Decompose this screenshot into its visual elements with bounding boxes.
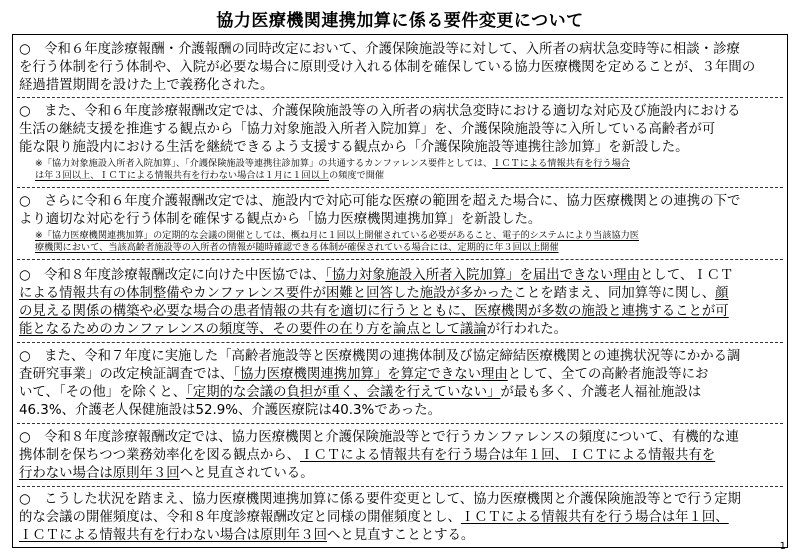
text-segment: 能な限り施設内における生活を継続できるよう支援する観点から「介護保険施設等連携往診加算」を新設した。 xyxy=(19,140,689,155)
paragraph-line xyxy=(19,491,781,509)
page-title: 協力医療機関連携加算に係る要件変更について xyxy=(216,11,584,31)
text-segment: として、ＩＣＴ xyxy=(639,268,734,283)
paragraph-line xyxy=(19,366,781,384)
divider xyxy=(17,187,783,188)
paragraph-4 xyxy=(19,267,781,339)
paragraph-5 xyxy=(19,348,781,420)
underlined-text: 療機関において、当該高齢者施設等の入所者の情報が随時確認できる体制が確保されている場合には、 xyxy=(35,242,458,253)
paragraph-line xyxy=(19,193,781,211)
note-3 xyxy=(35,230,781,254)
paragraph-line xyxy=(19,139,781,157)
paragraph-line xyxy=(19,267,781,285)
note-line xyxy=(35,242,781,254)
paragraph-line xyxy=(19,384,781,402)
paragraph-7 xyxy=(19,491,781,545)
paragraph-6 xyxy=(19,429,781,483)
divider xyxy=(17,97,783,98)
text-segment: へと見直されている。 xyxy=(179,466,314,481)
page-number: 1 xyxy=(779,541,786,552)
text-segment: ことを踏まえ、同加算等に関し、 xyxy=(513,286,716,301)
note-line xyxy=(35,170,781,182)
paragraph-line xyxy=(19,211,781,229)
paragraph-line xyxy=(19,509,781,527)
text-segment: ○ 令和８年度診療報酬改定に向けた中医協では、 xyxy=(19,268,326,283)
text-segment: が行われた。 xyxy=(486,322,568,337)
text-segment: へと見直すこととする。 xyxy=(326,528,475,543)
paragraph-line xyxy=(19,285,781,303)
text-segment: として、全ての高齢者施設等にお xyxy=(507,367,709,382)
paragraph-line xyxy=(19,103,781,121)
underlined-text: ※「協力医療機関連携加算」の定期的な会議の開催としては、概ね月に１回以上開催されている必要があること、 xyxy=(35,230,503,241)
content-frame xyxy=(12,34,788,548)
divider xyxy=(17,423,783,424)
paragraph-line xyxy=(19,348,781,366)
underlined-text: ＩＣＴによる情報共有を行う場合は年１回、ＩＣＴによる情報共有を xyxy=(300,448,716,463)
text-segment: ○ また、令和７年度に実施した「高齢者施設等と医療機関の連携体制及び協定締結医療機関との連携状況等にかかる調 xyxy=(19,349,741,364)
underlined-text: の見える関係の構築や必要な場合の患者情報の共有を適切に行うとともに、医療機関が多数の施設と連携することが可 xyxy=(19,304,729,319)
text-segment: を行う体制を行う体制や、入院が必要な場合に原則受け入れる体制を確保している協力医療機関を定めることが、３年間の xyxy=(19,60,756,75)
underlined-text: 電子的システムにより当該協力医 xyxy=(502,230,639,241)
text-segment: いて、「その他」を除くと、 xyxy=(19,385,187,400)
text-segment: ○ 令和６年度診療報酬・介護報酬の同時改定において、介護保険施設等に対して、入所者の病状急変時等に相談・診療 xyxy=(19,42,740,57)
underlined-text: ＩＣＴによる情報共有を行う場合は年１回、 xyxy=(460,510,729,525)
paragraph-line xyxy=(19,527,781,545)
paragraph-1 xyxy=(19,41,781,95)
divider xyxy=(17,259,783,260)
note-line xyxy=(35,158,781,170)
divider xyxy=(17,342,783,343)
text-segment: 的な会議の開催頻度は、令和８年度診療報酬改定と同様の開催頻度とし、 xyxy=(19,510,461,525)
underlined-text: 能となるためのカンファレンスの頻度等、その要件の在り方を論点として議論 xyxy=(19,322,487,337)
text-segment: 生活の継続支援を推進する観点から「協力対象施設入所者入院加算」を、介護保険施設等に入所している高齢者が可 xyxy=(19,122,716,137)
underlined-text: による情報共有の体制整備やカンファレンス要件が困難と回答した施設が多かった xyxy=(19,286,514,301)
paragraph-line xyxy=(19,77,781,95)
underlined-text: 定期的に年３回以上開催 xyxy=(457,242,559,253)
text-segment: 経過措置期間を設けた上で義務化された。 xyxy=(19,78,274,93)
divider xyxy=(17,486,783,487)
paragraph-3 xyxy=(19,193,781,229)
text-segment: ○ 令和８年度診療報酬改定では、協力医療機関と介護保険施設等とで行うカンファレンスの頻度について、有機的な連 xyxy=(19,430,739,445)
paragraph-line xyxy=(19,447,781,465)
paragraph-line xyxy=(19,402,781,420)
text-segment: より適切な対応を行う体制を確保する観点から「協力医療機関連携加算」を新設した。 xyxy=(19,212,542,227)
text-segment: ○ さらに令和６年度介護報酬改定では、施設内で対応可能な医療の範囲を超えた場合に、協力医療機関との連携の下で xyxy=(19,194,741,209)
paragraph-line xyxy=(19,59,781,77)
underlined-text: 行わない場合は原則年３回 xyxy=(19,466,180,481)
paragraph-line xyxy=(19,41,781,59)
text-segment: ※「協力対象施設入所者入院加算」、「介護保険施設等連携往診加算」の共通するカンファレンス要件としては、 xyxy=(35,158,493,169)
underlined-text: は年３回以上、ＩＣＴによる情報共有を行わない場合は１月に１回以上 xyxy=(35,170,329,181)
underlined-text: 「協力対象施設入所者入院加算」を届出できない理由 xyxy=(325,268,640,283)
underlined-text: 「定期的な会議の負担が重く、会議を行えていない」 xyxy=(186,385,501,400)
text-segment: 携体制を保ちつつ業務効率化を図る観点から、 xyxy=(19,448,301,463)
paragraph-line xyxy=(19,303,781,321)
note-2 xyxy=(35,158,781,182)
text-segment: ○ こうした状況を踏まえ、協力医療機関連携加算に係る要件変更として、協力医療機関と介護保険施設等とで行う定期 xyxy=(19,492,741,507)
underlined-text: ＩＣＴによる情報共有を行わない場合は原則年３回 xyxy=(19,528,327,543)
paragraph-line xyxy=(19,465,781,483)
paragraph-line xyxy=(19,121,781,139)
text-segment: が最も多く、介護老人福祉施設は xyxy=(500,385,702,400)
text-segment: の頻度で開催 xyxy=(329,170,385,181)
text-segment: ○ また、令和６年度診療報酬改定では、介護保険施設等の入所者の病状急変時における適切な対応及び施設内における xyxy=(19,104,741,119)
underlined-text: 「協力医療機関連携加算」を算定できない理由 xyxy=(233,367,508,382)
underlined-text: 顔 xyxy=(715,286,729,301)
underlined-text: ＩＣＴによる情報共有を行う場合 xyxy=(492,158,630,169)
paragraph-line xyxy=(19,429,781,447)
note-line xyxy=(35,230,781,242)
text-segment: 査研究事業」の改定検証調査では、 xyxy=(19,367,234,382)
text-segment: 46.3%、介護老人保健施設は52.9%、介護医療院は40.3%であった。 xyxy=(19,403,442,418)
paragraph-2 xyxy=(19,103,781,157)
paragraph-line xyxy=(19,321,781,339)
